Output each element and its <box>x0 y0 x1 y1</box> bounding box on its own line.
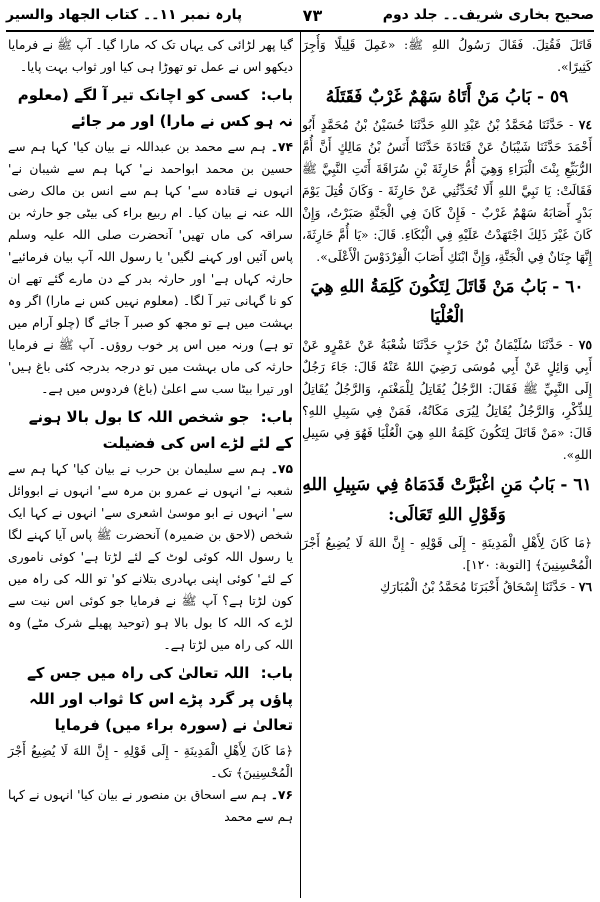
urdu-bab-2 <box>8 404 293 456</box>
hadith-number: ۷۴۔ <box>270 140 293 154</box>
chapter-number: ٦١ <box>573 475 592 495</box>
hadith-text: ہم سے محمد بن عبداللہ نے بیان کیا' کہا ہم سے حسین بن محمد ابواحمد نے' کہا ہم سے شیبان نے' انہوں نے قتادہ سے' کہا ہم سے انس بن مالک رضی اللہ عنہ نے بیان کیا۔ ام ربیع براء کی بیٹی جو حارثہ بن سراقہ کی ماں تھیں' آنحضرت صلی اللہ علیہ وسلم پاس آئیں اور کہنے لگیں' یا رسول اللہ آپ بیان فرمائیے' حارثہ کہاں ہے' اور حارثہ بدر کے دن مارے گئے تھے ان کو نا گہانی تیر آ لگا۔ (معلوم نہیں کس نے مارا) اگر وہ بہشت میں ہے تو مجھ کو صبر آ جائے گا (چلو آرام میں تو ہے) ورنہ میں اس پر خوب روؤں۔ آپ ﷺ نے فرمایا حارثہ کی ماں بہشت میں تو درجہ بدرجہ کئی باغ ہیں' اور تیرا بیٹا سب سے اعلیٰ (باغ) فردوس میں ہے۔ <box>8 140 293 396</box>
hadith-number: ۷۵۔ <box>270 462 293 476</box>
page-header <box>6 4 594 26</box>
header-left: پارہ نمبر ۱۱۔۔ کتاب الجھاد والسیر <box>6 7 243 23</box>
chapter-title: بَابُ مَنِ اغْبَرَّتْ قَدَمَاهُ فِي سَبِيلِ اللهِ وَقَوْلِ اللهِ تَعَالَى: <box>302 475 555 525</box>
urdu-intro: گیا پھر لڑائی کی یہاں تک کہ مارا گیا۔ آپ ﷺ نے فرمایا دیکھو اس نے عمل تو تھوڑا ہی کیا اور ثواب بہت پایا۔ <box>8 38 293 74</box>
header-right: صحیح بخاری شریف۔۔ جلد دوم <box>382 7 594 23</box>
chapter-title: بَابُ مَنْ قَاتَلَ لِتَكُونَ كَلِمَةُ اللهِ هِيَ الْعُلْيَا <box>310 277 547 327</box>
arabic-hadith-75: ٧٥ - حَدَّثَنَا سُلَيْمَانُ بْنُ حَرْبٍ حَدَّثَنَا شُعْبَةُ عَنْ عَمْرٍو عَنْ أَبِي وَائِلٍ عَنْ أَبِي مُوسَى رَضِيَ اللهُ عَنْهُ قَالَ: جَاءَ رَجُلٌ إِلَى النَّبِيِّ ﷺ فَقَالَ: الرَّجُلُ يُقَاتِلُ لِلْمَغْنَمِ، وَالرَّجُلُ يُقَاتِلُ لِلذِّكْرِ، وَالرَّجُلُ يُقَاتِلُ لِيُرَى مَكَانُهُ، فَمَنْ فِي سَبِيلِ اللهِ؟ قَالَ: «مَنْ قَاتَلَ لِتَكُونَ كَلِمَةُ اللهِ هِيَ الْعُلْيَا فَهُوَ فِي سَبِيلِ اللهِ». <box>302 337 592 462</box>
page-number: ۷۳ <box>302 5 323 25</box>
hadith-number: ٧٤ <box>578 117 592 132</box>
bab-label: باب: <box>260 664 293 682</box>
hadith-number: ٧٥ <box>578 337 592 352</box>
arabic-chapter-59: ٥٩ - بَابُ مَنْ أَتَاهُ سَهْمٌ غَرْبٌ فَقَتَلَهُ <box>325 87 569 107</box>
chapter-title: بَابُ مَنْ أَتَاهُ سَهْمٌ غَرْبٌ فَقَتَلَهُ <box>325 87 532 107</box>
hadith-number: ٧٦ <box>578 579 592 594</box>
urdu-hadith-75 <box>8 458 293 656</box>
bab-title: جو شخص اللہ کا بول بالا ہونے کے لئے لڑے اس کی فضیلت <box>28 408 293 452</box>
hadith-number: ۷۶۔ <box>270 788 293 802</box>
chapter-number: ٦٠ <box>565 277 584 297</box>
chapter-number: ٥٩ <box>550 87 569 107</box>
arabic-intro: قَاتَلَ فَقُتِلَ. فَقَالَ رَسُولُ اللهِ ﷺ: «عَمِلَ قَلِيلًا وَأُجِرَ كَثِيرًا». <box>302 38 592 74</box>
urdu-column <box>6 34 295 898</box>
arabic-hadith-76: ٧٦ - حَدَّثَنَا إِسْحَاقُ أَخْبَرَنَا مُحَمَّدُ بْنُ الْمُبَارَكِ <box>380 579 592 594</box>
arabic-hadith-74: ٧٤ - حَدَّثَنَا مُحَمَّدُ بْنُ عَبْدِ اللهِ حَدَّثَنَا حُسَيْنُ بْنُ مُحَمَّدٍ أَبُو أَحْمَدَ حَدَّثَنَا شَيْبَانُ عَنْ قَتَادَةَ حَدَّثَنَا أَنَسُ بْنُ مَالِكٍ أَنَّ أُمَّ الرُّبَيِّعِ بِنْتَ الْبَرَاءِ وَهِيَ أُمُّ حَارِثَةَ بْنِ سُرَاقَةَ أَتَتِ النَّبِيَّ ﷺ فَقَالَتْ: يَا نَبِيَّ اللهِ أَلَا تُحَدِّثُنِي عَنْ حَارِثَةَ - وَكَانَ قُتِلَ يَوْمَ بَدْرٍ أَصَابَهُ سَهْمٌ غَرْبٌ - فَإِنْ كَانَ فِي الْجَنَّةِ صَبَرْتُ، وَإِنْ كَانَ غَيْرَ ذَلِكَ اجْتَهَدْتُ عَلَيْهِ فِي الْبُكَاءِ. قَالَ: «يَا أُمَّ حَارِثَةَ، إِنَّهَا جِنَانٌ فِي الْجَنَّةِ، وَإِنَّ ابْنَكِ أَصَابَ الْفِرْدَوْسَ الْأَعْلَى». <box>302 117 592 264</box>
bab-label: باب: <box>260 408 293 426</box>
bab-title: اللہ تعالیٰ کی راہ میں جس کے پاؤں پر گرد پڑے اس کا ثواب اور اللہ تعالیٰ نے (سورہ براء میں) فرمایا <box>26 664 293 734</box>
bab-title: کسی کو اچانک تیر آ لگے (معلوم نہ ہو کس نے مارا) اور مر جائے <box>17 86 293 130</box>
hadith-text: حَدَّثَنَا مُحَمَّدُ بْنُ عَبْدِ اللهِ حَدَّثَنَا حُسَيْنُ بْنُ مُحَمَّدٍ أَبُو أَحْمَدَ حَدَّثَنَا شَيْبَانُ عَنْ قَتَادَةَ حَدَّثَنَا أَنَسُ بْنُ مَالِكٍ أَنَّ أُمَّ الرُّبَيِّعِ بِنْتَ الْبَرَاءِ وَهِيَ أُمُّ حَارِثَةَ بْنِ سُرَاقَةَ أَتَتِ النَّبِيَّ ﷺ فَقَالَتْ: يَا نَبِيَّ اللهِ أَلَا تُحَدِّثُنِي عَنْ حَارِثَةَ - وَكَانَ قُتِلَ يَوْمَ بَدْرٍ أَصَابَهُ سَهْمٌ غَرْبٌ - فَإِنْ كَانَ فِي الْجَنَّةِ صَبَرْتُ، وَإِنْ كَانَ غَيْرَ ذَلِكَ اجْتَهَدْتُ عَلَيْهِ فِي الْبُكَاءِ. قَالَ: «يَا أُمَّ حَارِثَةَ، إِنَّهَا جِنَانٌ فِي الْجَنَّةِ، وَإِنَّ ابْنَكِ أَصَابَ الْفِرْدَوْسَ الْأَعْلَى». <box>302 118 592 264</box>
hadith-text: ہم سے اسحاق بن منصور نے بیان کیا' انہوں نے کہا ہم سے محمد <box>8 788 293 824</box>
urdu-bab-1 <box>8 82 293 134</box>
urdu-hadith-74 <box>8 136 293 400</box>
urdu-bab-3 <box>8 660 293 738</box>
bab-label: باب: <box>260 86 293 104</box>
urdu-hadith-76 <box>8 784 293 828</box>
arabic-column <box>300 34 594 898</box>
hadith-text: حَدَّثَنَا إِسْحَاقُ أَخْبَرَنَا مُحَمَّدُ بْنُ الْمُبَارَكِ <box>380 580 567 594</box>
arabic-chapter-61: ٦١ - بَابُ مَنِ اغْبَرَّتْ قَدَمَاهُ فِي سَبِيلِ اللهِ وَقَوْلِ اللهِ تَعَالَى: <box>302 475 592 525</box>
hadith-text: ہم سے سلیمان بن حرب نے بیان کیا' کہا ہم سے شعبہ نے' انہوں نے عمرو بن مرہ سے' انہوں نے ابووائل سے' انہوں نے ابو موسیٰ اشعری سے' انہوں نے کہا ایک شخص (لاحق بن ضمیرہ) آنحضرت ﷺ پاس آیا کہنے لگا یا رسول اللہ کوئی لوٹ کے لئے لڑتا ہے' کوئی ناموری کے لئے' کوئی اپنی بہادری بتلانے کو' تو اللہ کی راہ میں کون لڑتا ہے؟ آپ ﷺ نے فرمایا جو کوئی اس نیت سے لڑے کہ اللہ کا بول بالا ہو (توحید پھیلے شرک مٹے) وہ اللہ کی راہ میں لڑتا ہے۔ <box>8 462 293 652</box>
arabic-verse: ﴿مَا كَانَ لِأَهْلِ الْمَدِينَةِ - إِلَى قَوْلِهِ - إِنَّ اللهَ لَا يُضِيعُ أَجْرَ الْمُحْسِنِينَ﴾ [التوبة: ١٢٠]. <box>302 536 592 572</box>
hadith-text: حَدَّثَنَا سُلَيْمَانُ بْنُ حَرْبٍ حَدَّثَنَا شُعْبَةُ عَنْ عَمْرٍو عَنْ أَبِي وَائِلٍ عَنْ أَبِي مُوسَى رَضِيَ اللهُ عَنْهُ قَالَ: جَاءَ رَجُلٌ إِلَى النَّبِيِّ ﷺ فَقَالَ: الرَّجُلُ يُقَاتِلُ لِلْمَغْنَمِ، وَالرَّجُلُ يُقَاتِلُ لِلذِّكْرِ، وَالرَّجُلُ يُقَاتِلُ لِيُرَى مَكَانُهُ، فَمَنْ فِي سَبِيلِ اللهِ؟ قَالَ: «مَنْ قَاتَلَ لِتَكُونَ كَلِمَةُ اللهِ هِيَ الْعُلْيَا فَهُوَ فِي سَبِيلِ اللهِ». <box>302 338 592 462</box>
urdu-verse: ﴿مَا كَانَ لِأَهْلِ الْمَدِينَةِ - إِلَى قَوْلِهِ - إِنَّ اللهَ لَا يُضِيعُ أَجْرَ الْمُحْسِنِينَ﴾ تک۔ <box>8 744 293 780</box>
arabic-chapter-60: ٦٠ - بَابُ مَنْ قَاتَلَ لِتَكُونَ كَلِمَةُ اللهِ هِيَ الْعُلْيَا <box>310 277 584 327</box>
